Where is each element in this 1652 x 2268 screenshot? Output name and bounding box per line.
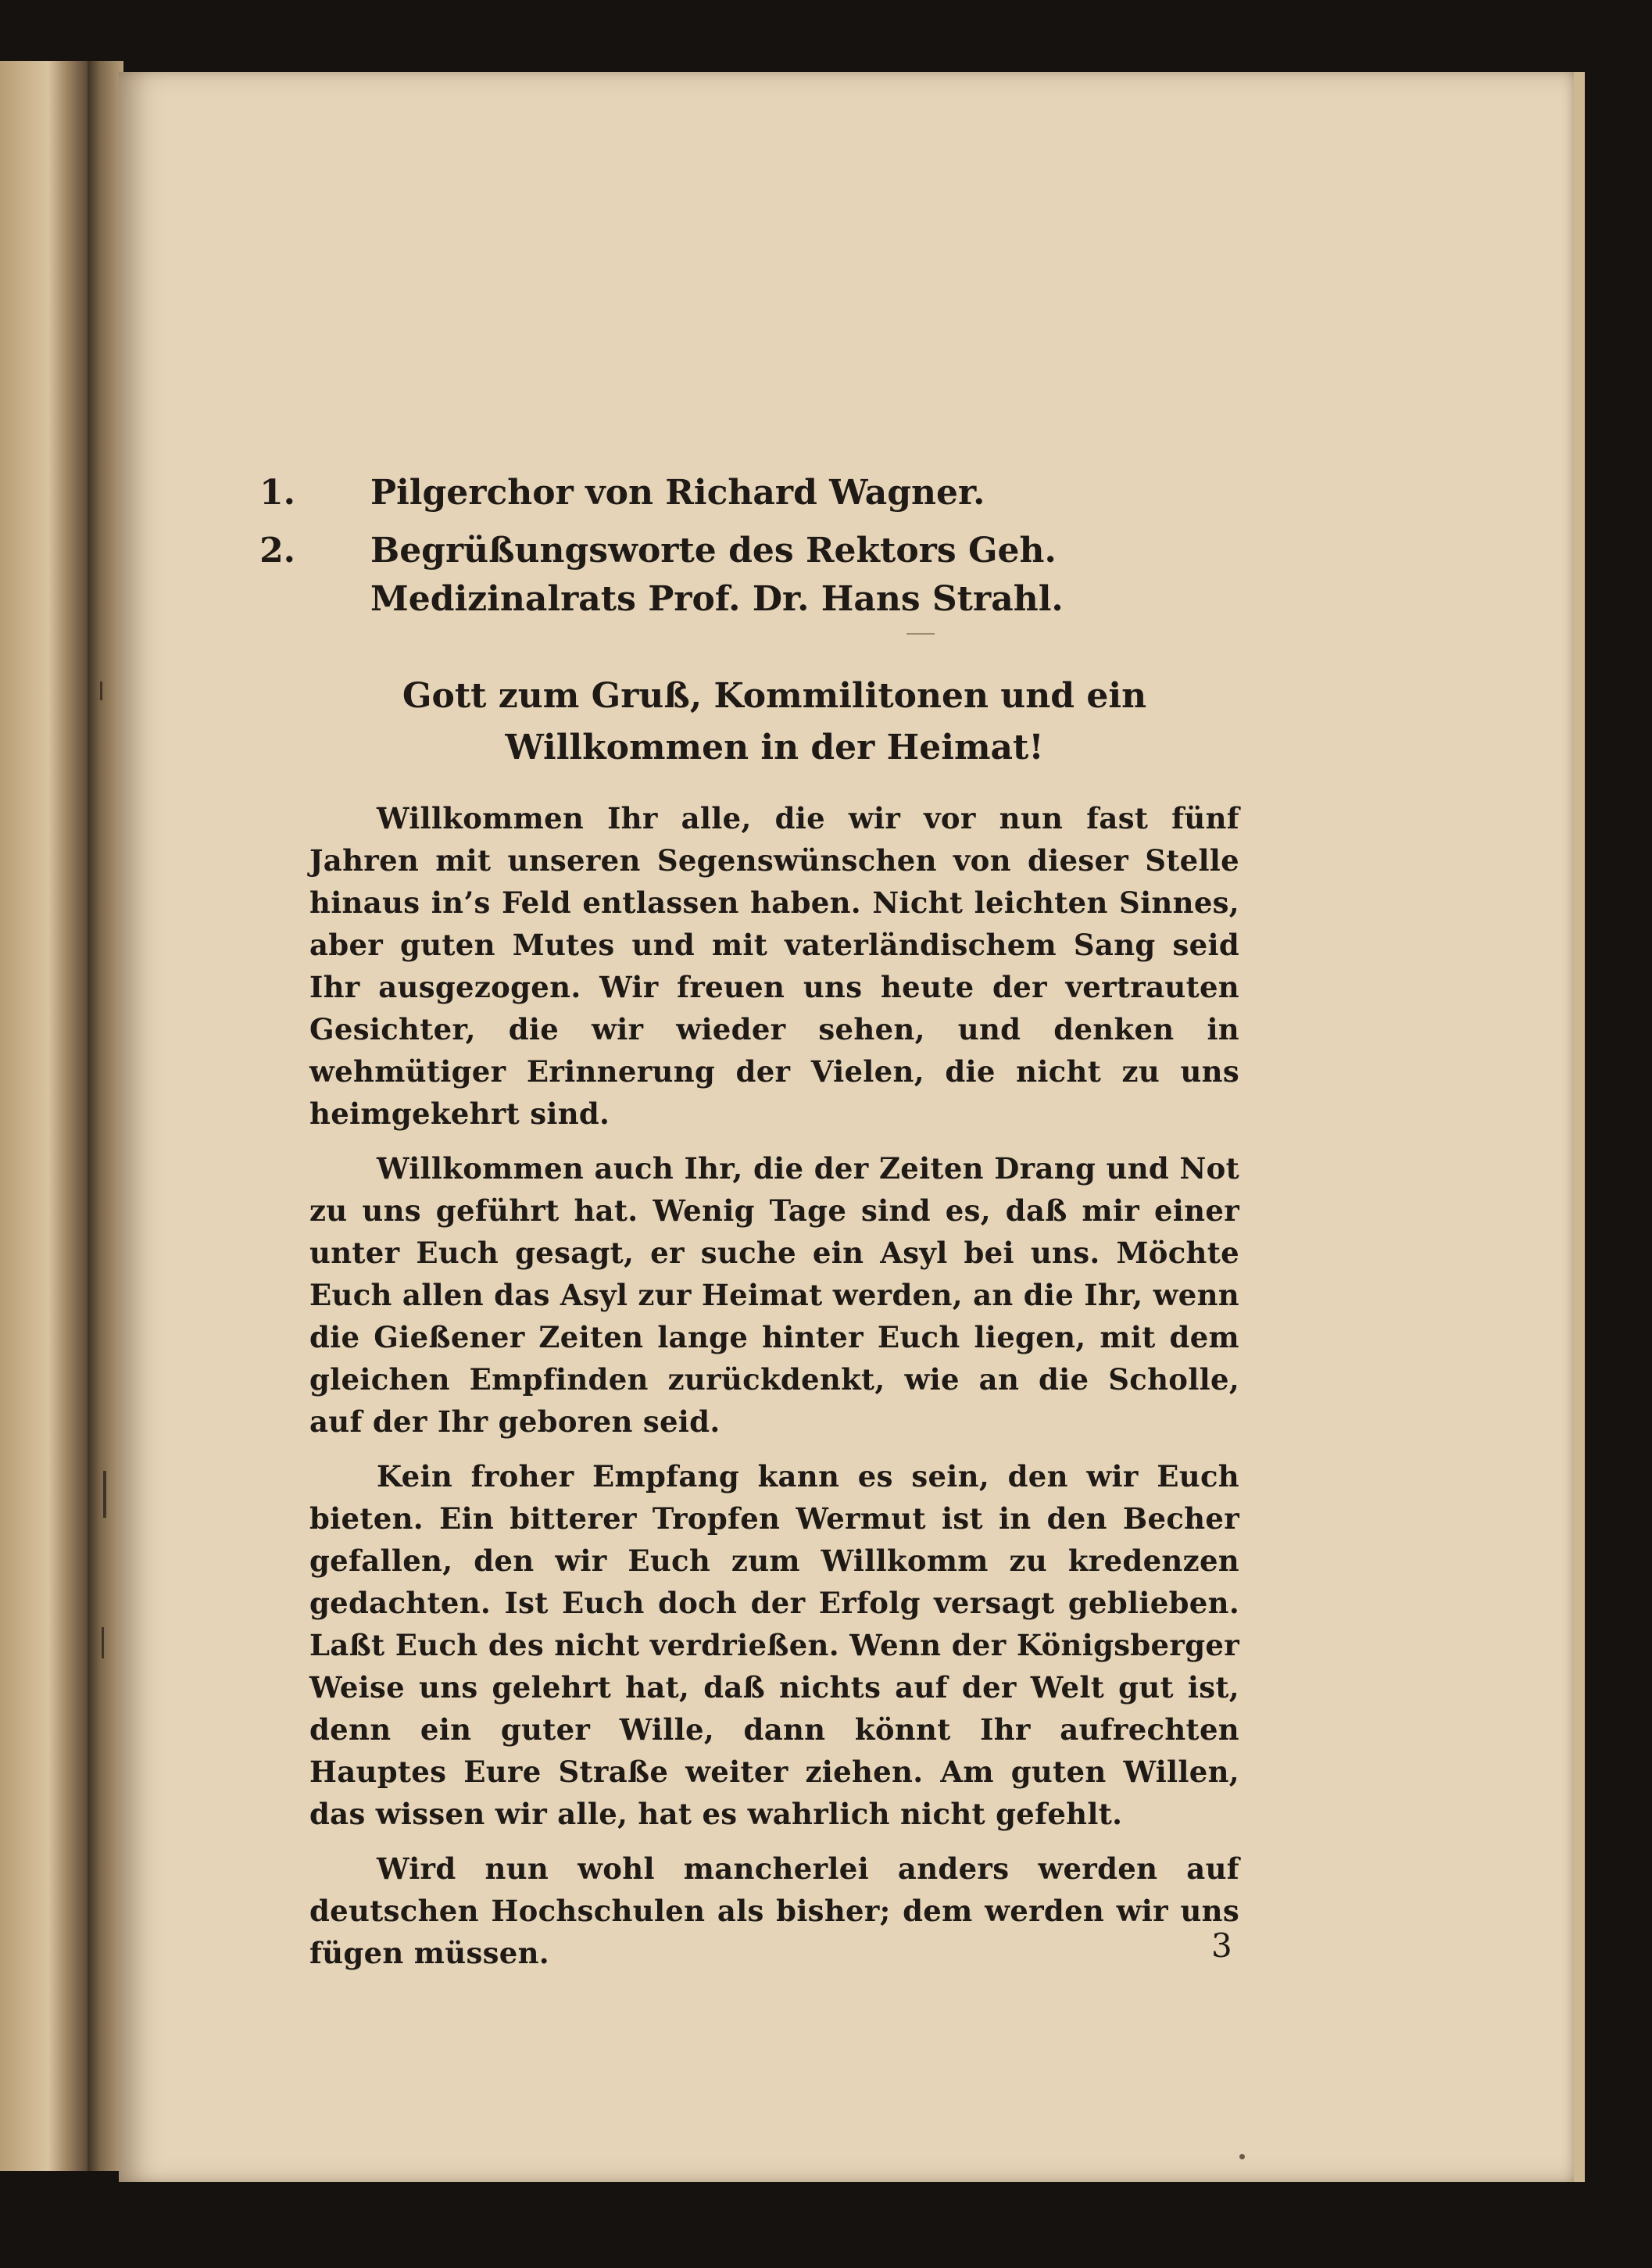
programme-item [259, 527, 1239, 624]
margin-mark [102, 1627, 104, 1658]
facing-page-edge [0, 61, 88, 2171]
programme-number: 1. [259, 473, 295, 513]
speech-paragraph: Wird nun wohl mancherlei anders werden auf deutschen Hochschulen als bisher; dem werden wir uns fügen müssen. [309, 1851, 1239, 1970]
margin-mark [103, 1471, 106, 1518]
speech-paragraph: Kein froher Empfang kann es sein, den wir Euch bieten. Ein bitterer Tropfen Wermut ist in den Becher gefallen, den wir Euch zum Willkomm zu kredenzen gedachten. Ist Euch doch der Erfolg versagt geblieben. Laßt Euch des nicht verdrießen. Wenn der Königsberger Weise uns gelehrt hat, daß nichts auf der Welt gut ist, denn ein guter Wille, dann könnt Ihr aufrechten Hauptes Eure Straße weiter ziehen. Am guten Willen, das wissen wir alle, hat es wahrlich nicht gefehlt. [309, 1459, 1239, 1831]
margin-mark [100, 681, 102, 700]
page-fore-edge [1574, 72, 1585, 2182]
page-number: 3 [1211, 1926, 1232, 1965]
page-speck [1239, 2154, 1245, 2159]
speech-paragraph: Willkommen auch Ihr, die der Zeiten Drang und Not zu uns geführt hat. Wenig Tage sind es, daß mir einer unter Euch gesagt, er suche ein Asyl bei uns. Möchte Euch allen das Asyl zur Heimat werden, an die Ihr, wenn die Gießener Zeiten lange hinter Euch liegen, mit dem gleichen Empfinden zurückdenkt, wie an die Scholle, auf der Ihr geboren seid. [309, 1151, 1239, 1439]
programme-text: Pilgerchor von Richard Wagner. [370, 473, 985, 513]
speech-heading: Gott zum Gruß, Kommilitonen und ein Willkommen in der Heimat! [402, 676, 1147, 767]
programme-number: 2. [259, 531, 295, 571]
page-text-block [259, 469, 1239, 1987]
programme-item [259, 469, 1239, 517]
speech-paragraph: Willkommen Ihr alle, die wir vor nun fast fünf Jahren mit unseren Segenswünschen von dieser Stelle hinaus in’s Feld entlassen haben. Nicht leichten Sinnes, aber guten Mutes und mit vaterländischem Sang seid Ihr ausgezogen. Wir freuen uns heute der vertrauten Gesichter, die wir wieder sehen, und denken in wehmütiger Erinnerung der Vielen, die nicht zu uns heimgekehrt sind. [309, 801, 1239, 1131]
programme-text: Begrüßungsworte des Rektors Geh. Medizinalrats Prof. Dr. Hans Strahl. [370, 531, 1064, 619]
